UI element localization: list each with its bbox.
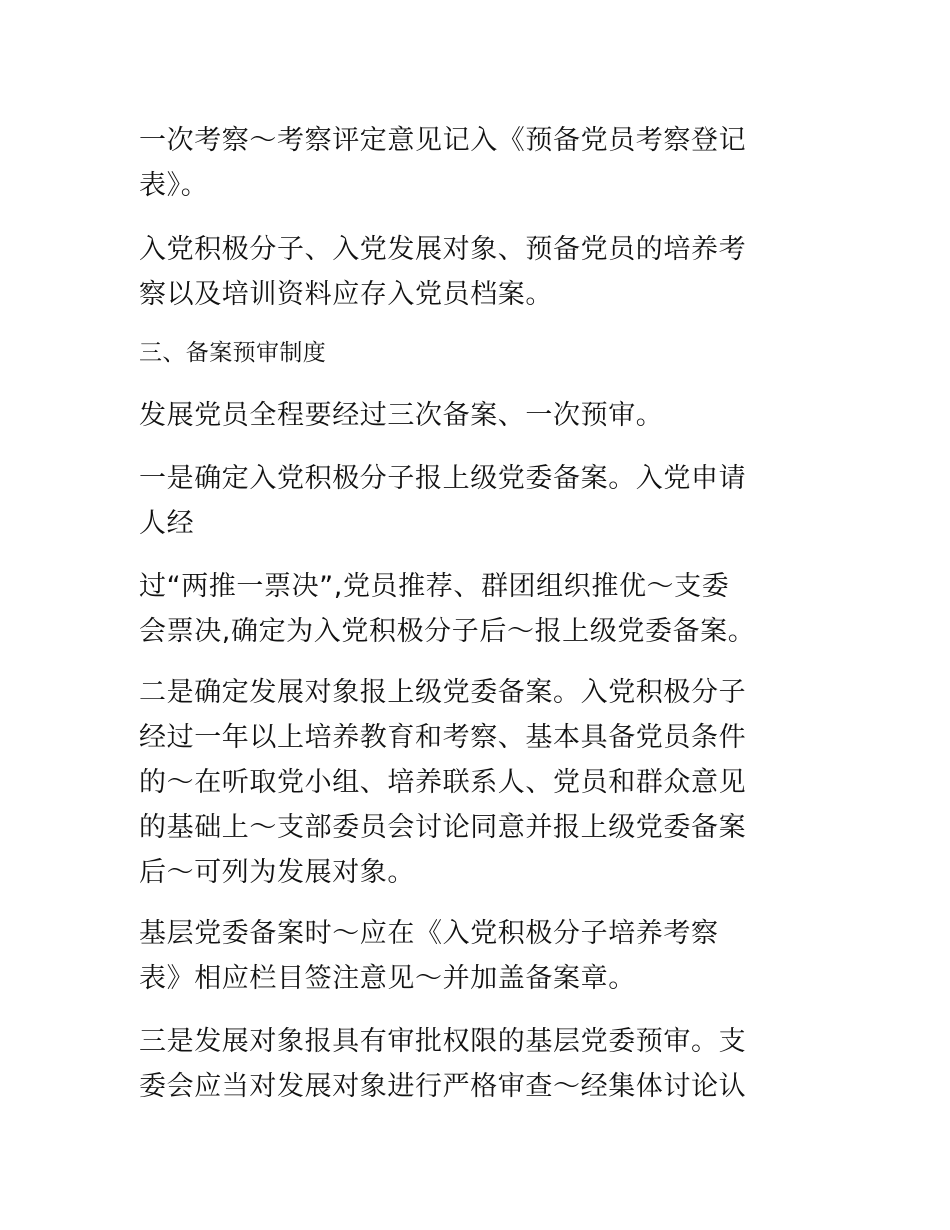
text-line: 二是确定发展对象报上级党委备案。入党积极分子 [139, 677, 747, 708]
paragraph-archive-materials [139, 227, 819, 317]
text-line: 发展党员全程要经过三次备案、一次预审。 [139, 400, 664, 431]
text-line: 人经 [139, 508, 195, 539]
text-line: 察以及培训资料应存入党员档案。 [139, 279, 553, 310]
text-line: 过“两推一票决”,党员推荐、群团组织推优～支委 [139, 571, 730, 602]
paragraph-two-recommendations [139, 564, 819, 654]
text-line: 会票决,确定为入党积极分子后～报上级党委备案。 [139, 616, 756, 647]
text-line: 表》。 [139, 170, 209, 201]
text-line: 的基础上～支部委员会讨论同意并报上级党委备案 [139, 812, 747, 843]
paragraph-first-filing [139, 456, 819, 546]
text-line: 入党积极分子、入党发展对象、预备党员的培养考 [139, 234, 747, 265]
paragraph-third-pre-review [139, 1019, 819, 1109]
heading-text: 三、备案预审制度 [139, 340, 327, 366]
text-line: 后～可列为发展对象。 [139, 857, 415, 888]
text-line: 的～在听取党小组、培养联系人、党员和群众意见 [139, 767, 747, 798]
section-heading-filing-review [139, 331, 819, 376]
paragraph-second-filing [139, 670, 819, 895]
text-line: 三是发展对象报具有审批权限的基层党委预审。支 [139, 1026, 747, 1057]
paragraph-filing-overview [139, 393, 819, 438]
text-line: 委会应当对发展对象进行严格审查～经集体讨论认 [139, 1071, 747, 1102]
text-line: 表》相应栏目签注意见～并加盖备案章。 [139, 963, 636, 994]
text-line: 一是确定入党积极分子报上级党委备案。入党申请 [139, 463, 747, 494]
paragraph-party-committee-filing [139, 911, 819, 1001]
text-line: 基层党委备案时～应在《入党积极分子培养考察 [139, 918, 719, 949]
text-line: 经过一年以上培养教育和考察、基本具备党员条件 [139, 722, 747, 753]
text-line: 一次考察～考察评定意见记入《预备党员考察登记 [139, 125, 747, 156]
paragraph-observation-record [139, 118, 819, 208]
